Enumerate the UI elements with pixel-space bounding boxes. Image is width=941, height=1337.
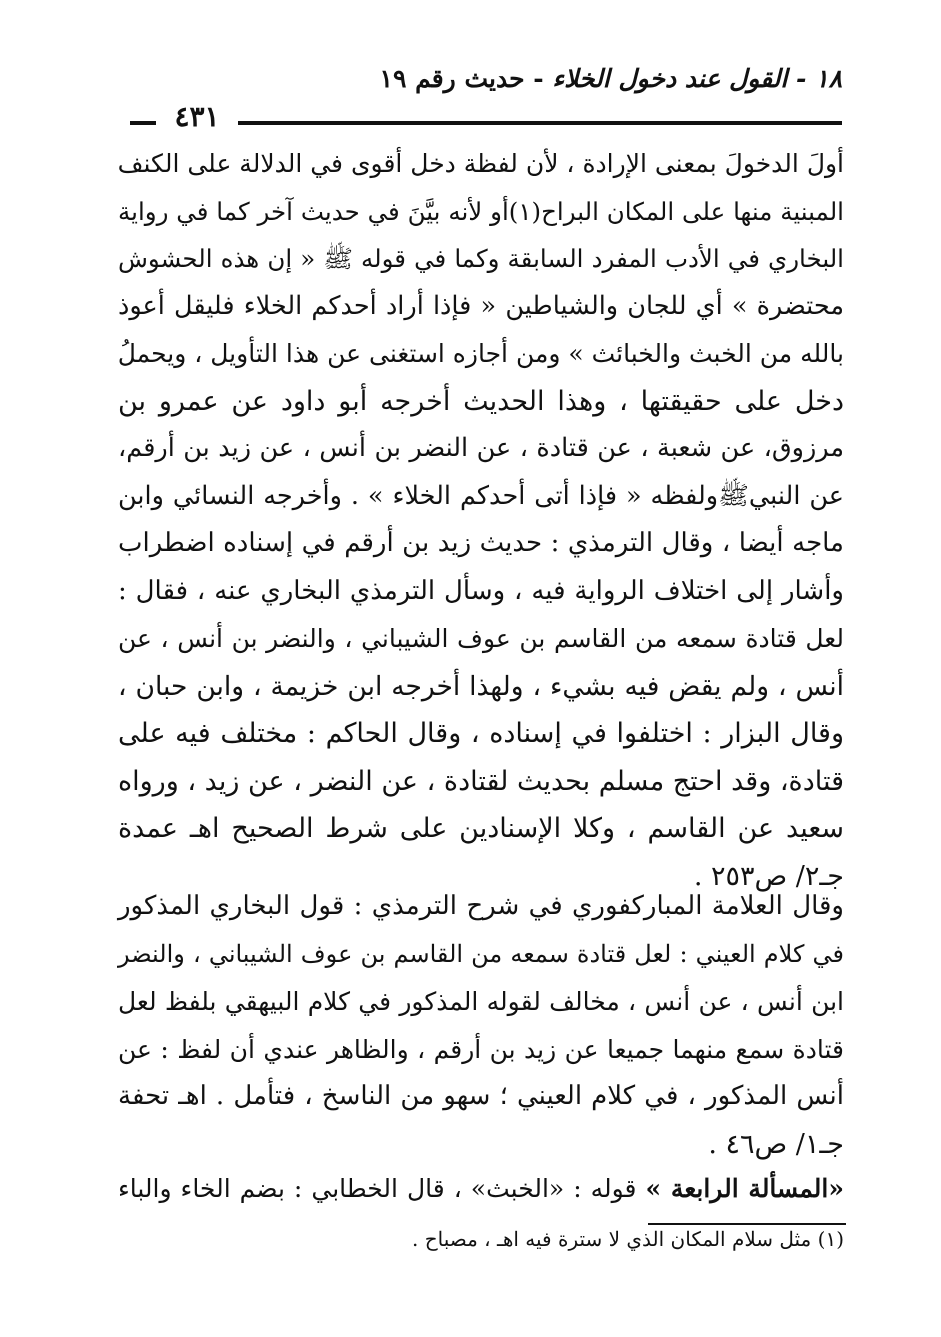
text-line: وقال البزار : اختلفوا في إسناده ، وقال الحاكم : مختلف فيه على [118,718,844,749]
hadith-number: - حديث رقم ١٩ [379,64,544,93]
text-line: وقال العلامة المباركفوري في شرح الترمذي : قول البخاري المذكور [118,891,844,921]
paragraph-commentary [118,140,844,900]
text-line: وأشار إلى اختلاف الرواية فيه ، وسأل الترمذي البخاري عنه ، فقال : [118,575,844,606]
text-line: قتادة سمع منهما جميعا عن زيد بن أرقم ، والظاهر عندي أن لفظ : عن [118,1034,844,1064]
text-line: أنس ، ولم يقض فيه بشيء ، ولهذا أخرجه ابن خزيمة ، وابن حبان ، [118,670,844,702]
text-line: جـ٢/ ص٢٥٣ . [693,860,844,892]
text-line: مرزوق، عن شعبة ، عن قتادة ، عن النضر بن أنس ، عن زيد بن أرقم، [118,433,844,463]
chapter-title: ١٨ - القول عند دخول الخلاء [552,64,842,93]
page-number-row [130,98,842,138]
text-line: البخاري في الأدب المفرد السابقة وكما في قوله ﷺ « إن هذه الحشوش [118,244,844,273]
issue-heading: «المسألة الرابعة » [645,1174,844,1203]
text-line: عن النبيﷺولفظه « فإذا أتى أحدكم الخلاء » . وأخرجه النسائي وابن [118,480,844,511]
text-line: قتادة، وقد احتج مسلم بحديث لقتادة ، عن النضر ، عن زيد ، ورواه [118,765,844,797]
text-line: المبنية منها على المكان البراح(١)أو لأنه بيَّنَ في حديث آخر كما في رواية [118,196,844,226]
paragraph-fourth-issue [118,1165,844,1213]
footnote-rule [648,1223,846,1225]
header-rule-short [130,121,156,125]
page-number: ٤٣١ [174,100,220,133]
text-line: أنس المذكور ، في كلام العيني ؛ سهو من الناسخ ، فتأمل . اهـ تحفة [118,1081,844,1111]
running-head [379,64,842,93]
issue-text: قوله : «الخبث» ، قال الخطابي : بضم الخاء والباء [118,1174,646,1203]
text-line: لعل قتادة سمعه من القاسم بن عوف الشيباني ، والنضر بن أنس ، عن [118,624,844,653]
footnote: (١) مثل سلام المكان الذي لا سترة فيه اهـ ، مصباح . [411,1227,844,1251]
text-line: جـ١/ ص٤٦ . [708,1128,844,1160]
text-line: دخل على حقيقتها ، وهذا الحديث أخرجه أبو داود عن عمرو بن [118,385,844,417]
text-line: محتضرة » أي للجان والشياطين « فإذا أراد أحدكم الخلاء فليقل أعوذ [118,290,844,321]
header-rule [238,121,842,125]
text-line: سعيد عن القاسم ، وكلا الإسنادين على شرط الصحيح اهـ عمدة [118,813,844,844]
text-line: أولَ الدخولَ بمعنى الإرادة ، لأن لفظة دخل أقوى في الدلالة على الكنف [117,149,844,178]
paragraph-mubarakfuri [118,883,844,1168]
text-line: في كلام العيني : لعل قتادة سمعه من القاسم بن عوف الشيباني ، والنضر [118,939,844,968]
text-line: ماجه أيضا ، وقال الترمذي : حديث زيد بن أرقم في إسناده اضطراب [118,528,844,558]
text-line: ابن أنس ، عن أنس ، مخالف لقوله المذكور في كلام البيهقي بلفظ لعل [118,987,844,1016]
text-line [118,1165,844,1213]
text-line: بالله من الخبث والخبائث » ومن أجازه استغنى عن هذا التأويل ، ويحملُ [117,339,844,368]
